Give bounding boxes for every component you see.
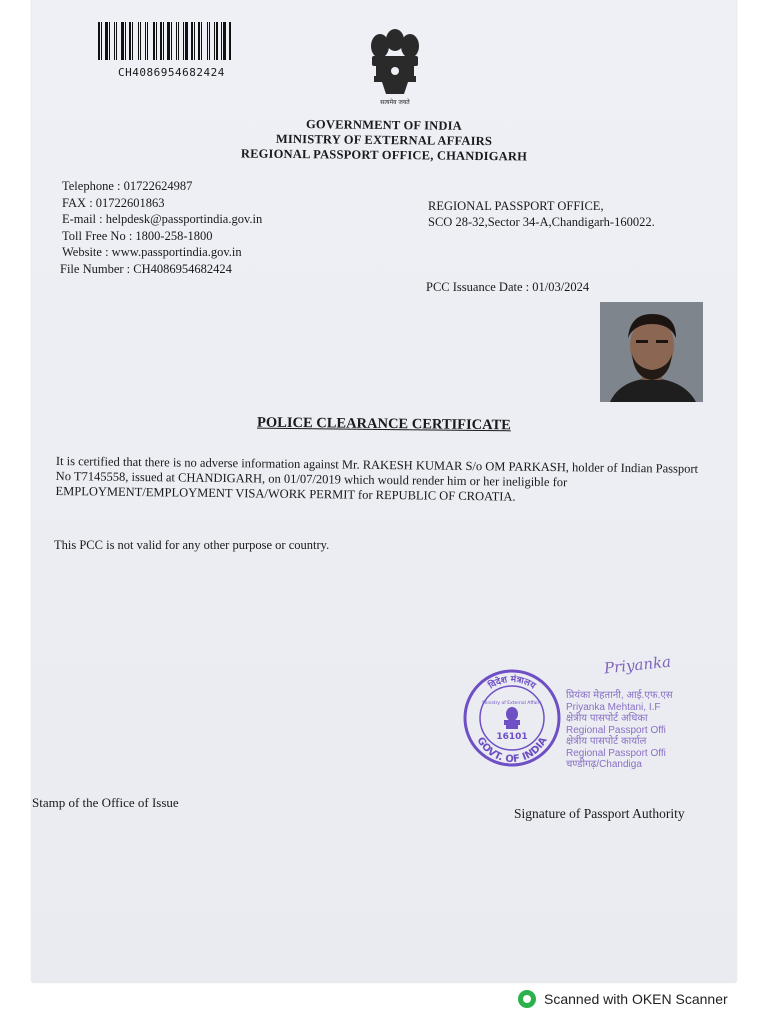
- contact-telephone: Telephone : 01722624987: [62, 179, 193, 193]
- barcode-bar: [196, 22, 197, 60]
- scanner-watermark: [518, 990, 728, 1008]
- stamp-office-label: Stamp of the Office of Issue: [32, 795, 179, 810]
- barcode-bar: [194, 22, 195, 60]
- barcode-bar: [116, 22, 117, 60]
- barcode-bar: [207, 22, 208, 60]
- office-address: [428, 198, 655, 230]
- signature-stamp: [564, 652, 734, 770]
- barcode-bar: [211, 22, 213, 60]
- barcode-bar: [227, 22, 228, 60]
- barcode-bar: [127, 22, 128, 60]
- barcode-bar: [221, 22, 222, 60]
- stamp-emblem-icon: [504, 707, 520, 729]
- barcode-bar: [125, 22, 126, 60]
- signature-line4: Regional Passport Offi: [566, 724, 666, 736]
- barcode-bar: [163, 22, 164, 60]
- stamp-inner-text: Ministry of External Affairs: [482, 701, 542, 706]
- document-header: [32, 118, 736, 163]
- barcode-bar: [147, 22, 148, 60]
- contact-fax: FAX : 01722601863: [62, 195, 165, 210]
- address-line2: SCO 28-32,Sector 34-A,Chandigarh-160022.: [428, 215, 655, 229]
- barcode-bar: [138, 22, 139, 60]
- barcode-bar: [167, 22, 170, 60]
- signature-line7: चण्डीगढ़/Chandiga: [566, 759, 642, 770]
- barcode-bar: [129, 22, 131, 60]
- barcode-bar: [203, 22, 206, 60]
- barcode-bar: [198, 22, 200, 60]
- signature-line3: क्षेत्रीय पासपोर्ट अधिका: [566, 713, 648, 724]
- certificate-body: It is certified that there is no adverse information against Mr. RAKESH KUMAR S/o OM PARKASH, holder of Indian Passport No T7145558, issued at CHANDIGARH, on 01/07/2019 which would render him or her ineligible for EMPLOYMENT/EMPLOYMENT VISA/WORK PERMIT for REPUBLIC OF CROATIA.: [55, 454, 699, 504]
- barcode-bar: [216, 22, 218, 60]
- barcode-bar: [109, 22, 110, 60]
- barcode-bar: [165, 22, 166, 60]
- barcode-bar: [191, 22, 193, 60]
- barcode-bar: [201, 22, 202, 60]
- barcode-bar: [121, 22, 124, 60]
- contact-details: [62, 178, 262, 261]
- barcode-bar: [118, 22, 120, 60]
- signature-line1: प्रियंका मेहतानी, आई.एफ.एस: [566, 690, 673, 701]
- header-government: GOVERNMENT OF INDIA: [305, 117, 463, 133]
- header-ministry: MINISTRY OF EXTERNAL AFFAIRS: [275, 131, 493, 149]
- barcode-bar: [229, 22, 231, 60]
- barcode: [98, 22, 268, 60]
- barcode-bar: [145, 22, 146, 60]
- contact-tollfree: Toll Free No : 1800-258-1800: [62, 228, 213, 243]
- barcode-bar: [185, 22, 188, 60]
- barcode-bar: [149, 22, 152, 60]
- barcode-bar: [209, 22, 210, 60]
- barcode-bar: [223, 22, 226, 60]
- barcode-bar: [101, 22, 102, 60]
- office-stamp: [462, 668, 562, 768]
- barcode-bar: [105, 22, 108, 60]
- signature-line6: Regional Passport Offi: [566, 747, 666, 759]
- barcode-bar: [214, 22, 215, 60]
- barcode-bar: [189, 22, 190, 60]
- barcode-bar: [180, 22, 182, 60]
- certificate-title: POLICE CLEARANCE CERTIFICATE: [257, 414, 511, 434]
- contact-email: E-mail : helpdesk@passportindia.gov.in: [62, 212, 263, 226]
- stamp-bottom-text: GOVT. OF INDIA: [474, 735, 550, 766]
- stamp-number: 16101: [496, 732, 528, 742]
- national-emblem-icon: [360, 22, 430, 108]
- signature-authority-label: Signature of Passport Authority: [514, 806, 685, 821]
- emblem-motto: सत्यमेव जयते: [380, 99, 410, 106]
- barcode-bar: [173, 22, 175, 60]
- contact-website: Website : www.passportindia.gov.in: [62, 245, 242, 259]
- file-number: File Number : CH4086954682424: [60, 262, 232, 276]
- barcode-bar: [111, 22, 113, 60]
- barcode-bar: [153, 22, 155, 60]
- barcode-bar: [98, 22, 100, 60]
- handwritten-signature: Priyanka: [603, 652, 672, 678]
- address-line1: REGIONAL PASSPORT OFFICE,: [428, 199, 604, 213]
- barcode-bar: [183, 22, 184, 60]
- barcode-bar: [114, 22, 115, 60]
- signature-line5: क्षेत्रीय पासपोर्ट कार्याल: [566, 736, 647, 747]
- barcode-number: CH4086954682424: [118, 66, 225, 79]
- document-page: [32, 0, 736, 982]
- barcode-bar: [142, 22, 144, 60]
- barcode-bar: [176, 22, 177, 60]
- barcode-bar: [171, 22, 172, 60]
- issuance-date: PCC Issuance Date : 01/03/2024: [426, 280, 590, 294]
- barcode-bar: [132, 22, 133, 60]
- barcode-bar: [103, 22, 104, 60]
- barcode-bar: [219, 22, 220, 60]
- barcode-bar: [178, 22, 179, 60]
- applicant-photo: [600, 302, 703, 402]
- barcode-bar: [158, 22, 159, 60]
- scanner-label: Scanned with OKEN Scanner: [544, 991, 728, 1007]
- header-office: REGIONAL PASSPORT OFFICE, CHANDIGARH: [240, 146, 528, 164]
- barcode-bar: [134, 22, 137, 60]
- stamp-top-text: विदेश मंत्रालय: [487, 674, 538, 692]
- barcode-bar: [140, 22, 141, 60]
- validity-note: This PCC is not valid for any other purpose or country.: [54, 538, 330, 552]
- barcode-bar: [160, 22, 162, 60]
- scanner-logo-icon: [518, 990, 536, 1008]
- barcode-bar: [156, 22, 157, 60]
- signature-line2: Priyanka Mehtani, I.F: [566, 701, 661, 713]
